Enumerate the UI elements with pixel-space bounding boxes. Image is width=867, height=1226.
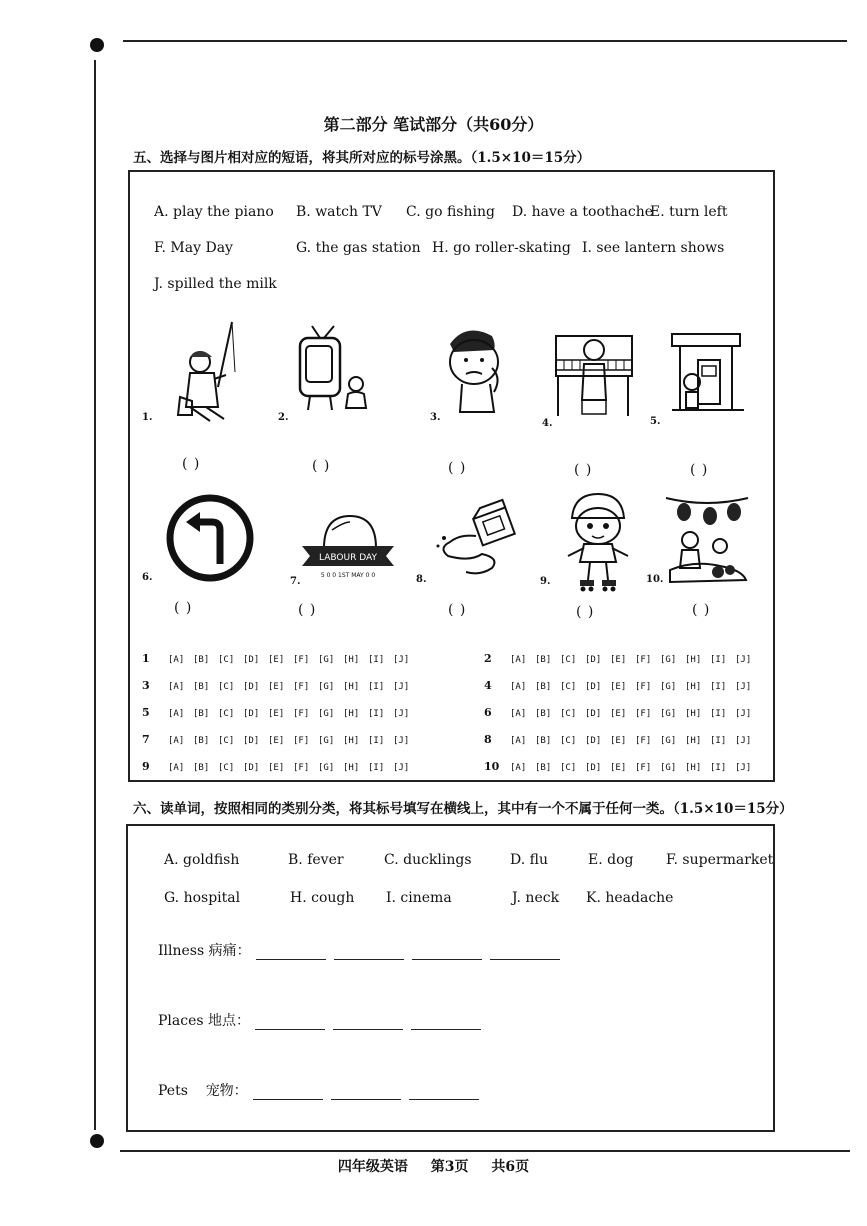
answer-bubble[interactable]: [I] [710, 682, 727, 692]
illness-blank-3[interactable] [412, 945, 482, 960]
answer-bubble[interactable]: [G] [318, 763, 335, 773]
answer-bubble[interactable]: [B] [535, 736, 552, 746]
answer-bubble[interactable]: [H] [343, 763, 360, 773]
picture-4-number: 4. [542, 418, 553, 429]
answer-bubble[interactable]: [G] [318, 709, 335, 719]
answer-bubble[interactable]: [G] [318, 655, 335, 665]
footer-subject: 四年级英语 [337, 1159, 408, 1175]
category-pets-label: Pets 宠物： [158, 1083, 248, 1099]
answer-row [484, 652, 760, 665]
answer-paren-5: ( ) [690, 462, 709, 478]
picture-5 [668, 330, 748, 416]
answer-bubble[interactable]: [G] [660, 655, 677, 665]
answer-row-number: 6 [484, 706, 492, 719]
answer-paren-10: ( ) [692, 602, 711, 618]
answer-row [484, 679, 760, 692]
answer-bubble[interactable]: [D] [585, 682, 602, 692]
answer-row-number: 7 [142, 733, 150, 746]
answer-bubble[interactable]: [A] [510, 709, 527, 719]
answer-bubble[interactable]: [H] [685, 655, 702, 665]
answer-bubble[interactable]: [D] [585, 736, 602, 746]
answer-paren-7: ( ) [298, 602, 317, 618]
option-d: D. have a toothache [512, 204, 654, 220]
answer-bubble[interactable]: [C] [218, 763, 235, 773]
answer-bubble[interactable]: [C] [560, 763, 577, 773]
answer-bubble[interactable]: [C] [218, 736, 235, 746]
answer-row-number: 8 [484, 733, 492, 746]
answer-row [142, 679, 418, 692]
picture-9-number: 9. [540, 576, 551, 587]
answer-bubble[interactable]: [J] [735, 763, 752, 773]
answer-bubble[interactable]: [H] [685, 763, 702, 773]
answer-bubble[interactable]: [C] [560, 709, 577, 719]
picture-7-number: 7. [290, 576, 301, 587]
answer-paren-4: ( ) [574, 462, 593, 478]
binding-hole-bottom [90, 1134, 104, 1148]
answer-bubble[interactable]: [A] [168, 736, 185, 746]
answer-bubble[interactable]: [A] [510, 682, 527, 692]
roller-skating-girl-icon [558, 490, 638, 594]
answer-bubble[interactable]: [H] [343, 682, 360, 692]
picture-6-number: 6. [142, 572, 153, 583]
answer-bubble[interactable]: [B] [535, 709, 552, 719]
answer-bubble[interactable]: [A] [510, 763, 527, 773]
answer-bubble[interactable]: [E] [268, 736, 285, 746]
answer-bubble[interactable]: [D] [243, 763, 260, 773]
illness-blank-2[interactable] [334, 945, 404, 960]
option-f: F. May Day [154, 240, 233, 256]
answer-row-number: 5 [142, 706, 150, 719]
places-blank-1[interactable] [255, 1015, 325, 1030]
pets-blank-2[interactable] [331, 1085, 401, 1100]
answer-bubble[interactable]: [H] [343, 736, 360, 746]
answer-bubble[interactable]: [I] [368, 682, 385, 692]
answer-bubble[interactable]: [B] [535, 682, 552, 692]
word-c: C. ducklings [384, 852, 472, 868]
option-h: H. go roller-skating [432, 240, 571, 256]
answer-bubble[interactable]: [B] [193, 655, 210, 665]
answer-bubble[interactable]: [D] [585, 655, 602, 665]
option-i: I. see lantern shows [582, 240, 725, 256]
picture-5-number: 5. [650, 416, 661, 427]
word-g: G. hospital [164, 890, 241, 906]
answer-bubble[interactable]: [B] [193, 709, 210, 719]
answer-bubble[interactable]: [E] [610, 736, 627, 746]
answer-bubble[interactable]: [B] [193, 682, 210, 692]
binding-hole-top [90, 38, 104, 52]
answer-bubble[interactable]: [H] [685, 736, 702, 746]
answer-bubble[interactable]: [H] [343, 655, 360, 665]
answer-paren-6: ( ) [174, 600, 193, 616]
pets-blank-3[interactable] [409, 1085, 479, 1100]
answer-bubble[interactable]: [H] [685, 709, 702, 719]
answer-bubble[interactable]: [I] [368, 736, 385, 746]
answer-bubble[interactable]: [A] [168, 655, 185, 665]
answer-bubble[interactable]: [J] [393, 709, 410, 719]
option-e: E. turn left [650, 204, 728, 220]
option-g: G. the gas station [296, 240, 421, 256]
answer-row [484, 706, 760, 719]
answer-bubble[interactable]: [E] [268, 655, 285, 665]
answer-bubble[interactable]: [B] [535, 655, 552, 665]
answer-bubble[interactable]: [D] [585, 763, 602, 773]
section6-heading: 六、读单词，按照相同的类别分类，将其标号填写在横线上，其中有一个不属于任何一类。（1.5×10＝15分） [133, 801, 793, 817]
answer-bubble[interactable]: [J] [735, 736, 752, 746]
answer-bubble[interactable]: [C] [560, 655, 577, 665]
answer-paren-2: ( ) [312, 458, 331, 474]
word-k: K. headache [586, 890, 674, 906]
answer-bubble[interactable]: [F] [293, 655, 310, 665]
word-e: E. dog [588, 852, 634, 868]
answer-bubble[interactable]: [G] [318, 682, 335, 692]
answer-bubble[interactable]: [C] [560, 736, 577, 746]
word-j: J. neck [512, 890, 560, 906]
answer-bubble[interactable]: [I] [368, 709, 385, 719]
labour-day-subtext: 5 0 0 1ST MAY 0 0 [320, 572, 376, 579]
answer-bubble[interactable]: [A] [510, 655, 527, 665]
answer-bubble[interactable]: [H] [685, 682, 702, 692]
top-rule [123, 40, 847, 42]
word-a: A. goldfish [164, 852, 240, 868]
answer-bubble[interactable]: [C] [218, 655, 235, 665]
answer-bubble[interactable]: [F] [635, 682, 652, 692]
answer-bubble[interactable]: [C] [218, 682, 235, 692]
answer-row-number: 4 [484, 679, 492, 692]
option-b: B. watch TV [296, 204, 382, 220]
answer-bubble[interactable]: [G] [660, 682, 677, 692]
answer-bubble[interactable]: [B] [193, 763, 210, 773]
option-j: J. spilled the milk [154, 276, 277, 292]
pets-blank-1[interactable] [253, 1085, 323, 1100]
answer-bubble[interactable]: [E] [268, 682, 285, 692]
answer-paren-9: ( ) [576, 604, 595, 620]
answer-paren-8: ( ) [448, 602, 467, 618]
picture-3 [436, 322, 516, 422]
answer-bubble[interactable]: [A] [168, 709, 185, 719]
word-d: D. flu [510, 852, 548, 868]
word-b: B. fever [288, 852, 344, 868]
bottom-rule [120, 1150, 850, 1152]
answer-bubble[interactable]: [J] [735, 682, 752, 692]
answer-paren-1: ( ) [182, 456, 201, 472]
answer-bubble[interactable]: [E] [610, 709, 627, 719]
places-blank-2[interactable] [333, 1015, 403, 1030]
answer-bubble[interactable]: [A] [168, 763, 185, 773]
answer-bubble[interactable]: [G] [660, 736, 677, 746]
answer-bubble[interactable]: [D] [243, 682, 260, 692]
answer-bubble[interactable]: [G] [660, 709, 677, 719]
answer-row [484, 733, 760, 746]
section5-heading: 五、选择与图片相对应的短语，将其所对应的标号涂黑。（1.5×10＝15分） [133, 150, 591, 166]
answer-row-number: 10 [484, 760, 500, 773]
answer-row [142, 760, 418, 773]
answer-row-number: 9 [142, 760, 150, 773]
answer-bubble[interactable]: [D] [243, 655, 260, 665]
answer-bubble[interactable]: [D] [585, 709, 602, 719]
section6-box [126, 824, 775, 1132]
picture-8-number: 8. [416, 574, 427, 585]
answer-row-number: 3 [142, 679, 150, 692]
answer-bubble[interactable]: [H] [343, 709, 360, 719]
picture-9 [558, 490, 638, 594]
answer-row [484, 760, 760, 773]
footer-page: 第3页 [430, 1159, 469, 1175]
word-i: I. cinema [386, 890, 452, 906]
places-blank-3[interactable] [411, 1015, 481, 1030]
answer-bubble[interactable]: [F] [635, 736, 652, 746]
answer-bubble[interactable]: [E] [610, 682, 627, 692]
toothache-boy-icon [436, 322, 516, 422]
answer-bubble[interactable]: [J] [393, 655, 410, 665]
answer-bubble[interactable]: [I] [710, 655, 727, 665]
answer-bubble[interactable]: [I] [368, 763, 385, 773]
tv-watching-icon [290, 322, 390, 422]
picture-1 [140, 317, 250, 427]
picture-6 [164, 490, 256, 586]
picture-2 [290, 322, 390, 422]
page-footer [0, 1156, 867, 1176]
answer-bubble[interactable]: [F] [635, 709, 652, 719]
left-margin-rule [94, 60, 96, 1130]
answer-bubble[interactable]: [D] [243, 709, 260, 719]
answer-bubble[interactable]: [F] [293, 763, 310, 773]
answer-bubble[interactable]: [B] [193, 736, 210, 746]
answer-bubble[interactable]: [J] [393, 682, 410, 692]
gas-station-icon [668, 330, 748, 416]
picture-4 [548, 324, 638, 424]
category-places [158, 1010, 489, 1030]
picture-8 [430, 506, 530, 586]
answer-bubble[interactable]: [F] [635, 655, 652, 665]
answer-bubble[interactable]: [F] [293, 736, 310, 746]
illness-blank-1[interactable] [256, 945, 326, 960]
category-illness-label: Illness 病痛： [158, 943, 251, 959]
answer-bubble[interactable]: [C] [560, 682, 577, 692]
answer-bubble[interactable]: [B] [535, 763, 552, 773]
labour-day-banner-text: LABOUR DAY [319, 553, 377, 563]
category-pets [158, 1080, 487, 1100]
word-f: F. supermarket [666, 852, 774, 868]
answer-bubble[interactable]: [G] [660, 763, 677, 773]
answer-row [142, 706, 418, 719]
answer-bubble[interactable]: [J] [393, 736, 410, 746]
answer-bubble[interactable]: [J] [393, 763, 410, 773]
answer-bubble[interactable]: [F] [293, 709, 310, 719]
page-title: 第二部分 笔试部分（共60分） [323, 115, 544, 134]
answer-bubble[interactable]: [I] [710, 736, 727, 746]
answer-bubble[interactable]: [J] [735, 709, 752, 719]
piano-player-icon [548, 324, 638, 424]
picture-10-number: 10. [646, 574, 664, 585]
answer-bubble[interactable]: [I] [710, 763, 727, 773]
answer-bubble[interactable]: [E] [268, 763, 285, 773]
answer-bubble[interactable]: [J] [735, 655, 752, 665]
spilled-milk-icon [430, 506, 530, 586]
answer-bubble[interactable]: [E] [268, 709, 285, 719]
answer-bubble[interactable]: [F] [293, 682, 310, 692]
picture-10 [664, 490, 750, 586]
picture-1-number: 1. [142, 412, 153, 423]
answer-bubble[interactable]: [C] [218, 709, 235, 719]
answer-bubble[interactable]: [G] [318, 736, 335, 746]
answer-bubble[interactable]: [F] [635, 763, 652, 773]
lantern-show-icon [664, 490, 750, 586]
answer-bubble[interactable]: [E] [610, 763, 627, 773]
answer-row-number: 1 [142, 652, 150, 665]
answer-row [142, 733, 418, 746]
answer-paren-3: ( ) [448, 460, 467, 476]
answer-bubble[interactable]: [I] [368, 655, 385, 665]
answer-bubble[interactable]: [A] [168, 682, 185, 692]
answer-row [142, 652, 418, 665]
picture-3-number: 3. [430, 412, 441, 423]
answer-bubble[interactable]: [E] [610, 655, 627, 665]
option-a: A. play the piano [154, 204, 274, 220]
answer-bubble[interactable]: [I] [710, 709, 727, 719]
category-illness [158, 940, 568, 960]
option-c: C. go fishing [406, 204, 495, 220]
turn-left-sign-icon [164, 490, 256, 586]
footer-total: 共6页 [491, 1159, 530, 1175]
labour-day-icon [298, 508, 398, 580]
category-places-label: Places 地点： [158, 1013, 251, 1029]
section5-box [128, 170, 775, 782]
answer-bubble[interactable]: [A] [510, 736, 527, 746]
picture-7 [298, 508, 398, 580]
picture-2-number: 2. [278, 412, 289, 423]
illness-blank-4[interactable] [490, 945, 560, 960]
answer-bubble[interactable]: [D] [243, 736, 260, 746]
word-h: H. cough [290, 890, 355, 906]
fishing-boy-icon [140, 317, 250, 427]
answer-row-number: 2 [484, 652, 492, 665]
